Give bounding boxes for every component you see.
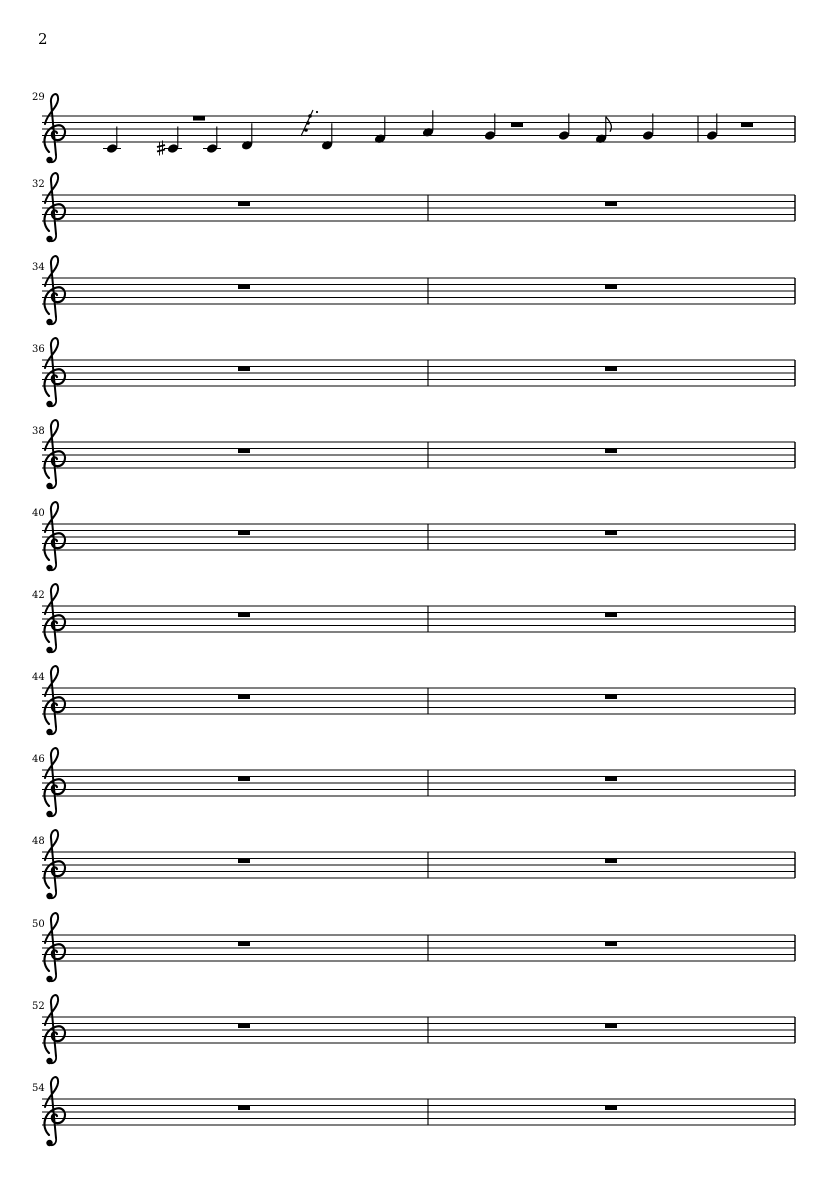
system-32 [32,173,795,242]
measure-number: 34 [32,262,45,273]
whole-rest [605,1106,617,1111]
measure-number: 38 [32,426,45,437]
whole-rest [605,1024,617,1029]
whole-rest [605,942,617,947]
thirty-second-rest [301,110,318,136]
system-40 [32,502,795,571]
system-36 [32,338,795,407]
whole-rest [238,1106,250,1111]
whole-rest [238,285,250,290]
measure-number: 44 [32,672,45,683]
note [558,114,571,142]
note [241,123,254,151]
whole-rest [741,123,753,128]
whole-rest [238,695,250,700]
system-48 [32,830,795,899]
whole-rest [193,116,205,121]
system-34 [32,256,795,325]
whole-rest [605,695,617,700]
whole-rest [238,859,250,864]
measure-number: 29 [32,92,45,103]
note [157,127,182,156]
sharp-accidental [157,141,165,156]
system-46 [32,748,795,817]
whole-rest [238,449,250,454]
whole-rest [605,202,617,207]
whole-rest [238,613,250,618]
whole-rest [605,777,617,782]
measure-number: 32 [32,179,45,190]
whole-rest [605,285,617,290]
measure-number: 40 [32,508,45,519]
note [103,127,121,155]
whole-rest [238,367,250,372]
measure-number: 54 [32,1083,45,1094]
note [422,110,435,138]
note [642,114,655,142]
note [706,114,719,142]
whole-rest [238,202,250,207]
measure-number: 48 [32,836,45,847]
whole-rest [238,777,250,782]
whole-rest [238,942,250,947]
measure-number: 42 [32,590,45,601]
whole-rest [238,531,250,536]
measure-number: 36 [32,344,45,355]
whole-rest [605,449,617,454]
system-29 [32,92,795,163]
whole-rest [238,1024,250,1029]
note [374,117,387,145]
eighth-flag [606,117,612,132]
measure-number: 46 [32,754,45,765]
note [484,114,497,142]
page-number: 2 [38,30,48,48]
system-54 [32,1077,795,1146]
system-52 [32,995,795,1064]
note [595,117,612,145]
note [203,127,221,155]
system-38 [32,420,795,489]
whole-rest [605,531,617,536]
whole-rest [511,123,523,128]
system-44 [32,666,795,735]
whole-rest [605,367,617,372]
whole-rest [605,859,617,864]
whole-rest [605,613,617,618]
system-42 [32,584,795,653]
note [321,123,334,151]
measure-number: 52 [32,1001,45,1012]
system-50 [32,913,795,982]
measure-number: 50 [32,919,45,930]
